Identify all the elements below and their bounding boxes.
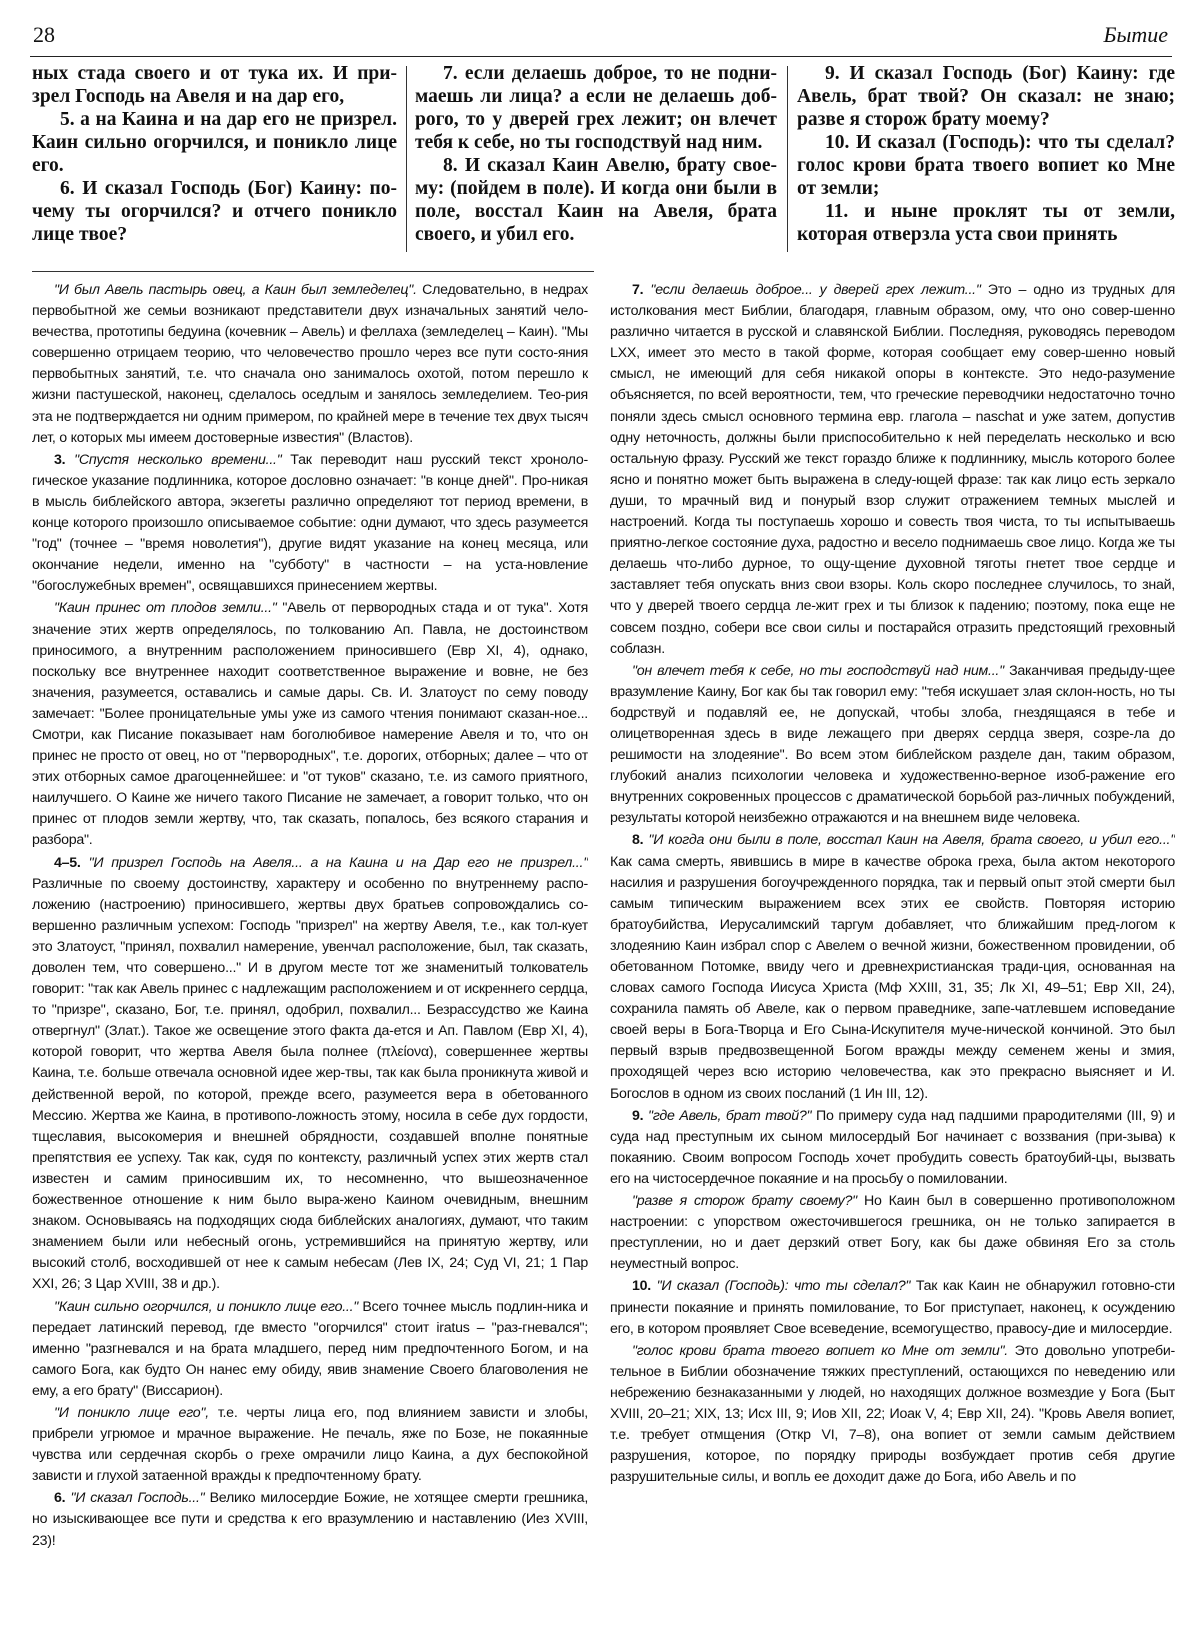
quoted-verse: "голос крови брата твоего вопиет ко Мне от земли". (632, 1342, 1009, 1359)
commentary-text: "Авель от первородных стада и от тука". Хотя значение этих жертв определялось, по толкованию Ап. Павла, не достоинством приносимого, а внутренним расположением приносившего (Евр XI, 4), однако, поскольку все внутреннее находит соответственное выражение и вовне, не без значения, разумеется, оставались и самые дары. Св. И. Златоуст по сему поводу замечает: "Более проницательные умы уже из самого чтения понимают сказан-ное... Смотри, как Писание показывает нам боголюбивое намерение Авеля и то, что он принес не просто от овец, но от "первородных", т.е. дорогих, отборных; далее – что от этих отборных самое драгоценнейшее: и "от туков" сказано, т.е. из самого приятного, наилучшего. О Каине же ничего такого Писание не замечает, а говорит только, что он принес от плодов земли жертву, что, так сказать, попалось, без всякого старания и разбора". (32, 600, 588, 849)
scripture-verse: 6. И сказал Господь (Бог) Каину: по-чему ты огорчился? и отчего поникло лице твое? (32, 178, 397, 245)
verse-number: 10. (632, 1278, 657, 1295)
scripture-verse: 8. И сказал Каин Авелю, брату свое-му: (пойдем в поле). И когда они были в поле, восстал Каин на Авеля, брата своего, и убил его. (415, 155, 777, 245)
quoted-verse: "И призрел Господь на Авеля... а на Каина и на Дар его не призрел..." (88, 854, 588, 871)
quoted-verse: "И был Авель пастырь овец, а Каин был земледелец". (54, 282, 417, 298)
scripture-column-2 (415, 62, 777, 260)
commentary-paragraph (610, 1341, 1175, 1489)
verse-number: 3. (54, 451, 75, 468)
commentary-paragraph (32, 1403, 588, 1487)
verse-number: 6. (54, 1490, 71, 1507)
scripture-verse: 5. а на Каина и на дар его не призрел. Каин сильно огорчился, и поникло лице его. (32, 109, 397, 176)
commentary-text: Так переводит наш русский текст хроноло-гическое указание подлинника, которое дословно означает: "в конце дней". Про-никая в мысль библейского автора, экзегеты различно определяют тот период времени, в конце которого произошло описываемое событие: одни думают, что здесь разумеется "год" (точнее – "время новолетия"), другие видят указание на конец месяца, или окончание недели, именно на "субботу" в частности – на уста-новление "богослужебных времен", освящавшихся принесением жертвы. (32, 451, 588, 595)
commentary-paragraph (32, 1297, 588, 1402)
commentary-paragraph (32, 280, 588, 449)
commentary-paragraph (32, 598, 588, 851)
commentary-text: Следовательно, в недрах первобытной же семьи возникают представители двух изначальных занятий чело-вечества, прототипы бедуина (кочевник – Авель) и феллаха (земледелец – Каин). "Мы совершенно отрицаем теорию, что человечество прошло через все пути состо-яния первобытных занятий, т.е. что сначала оно занималось охотой, потом перешло к жизни пастушеской, наконец, сделалось оседлым и занялось земледелием. Тео-рия эта не подтверждается ни одним примером, по крайней мере в течение тех двух тысяч лет, о которых мы имеем достоверные известия" (Властов). (32, 282, 588, 446)
quoted-verse: "если делаешь доброе... у дверей грех лежит..." (650, 282, 981, 298)
scripture-verse: 10. И сказал (Господь): что ты сделал? голос крови брата твоего вопиет ко Мне от земли; (797, 132, 1175, 199)
quoted-verse: "он влечет тебя к себе, но ты господствуй над ним..." (632, 662, 1004, 679)
quoted-verse: "Каин принес от плодов земли..." (54, 600, 277, 617)
commentary-text: Но Каин был в совершенно противоположном настроении: с упорством ожесточившегося грешника, он не только запирается в преступлении, но и дает дерзкий ответ Богу, как бы даже обвиняя Его за столь неуместный вопрос. (610, 1193, 1175, 1273)
commentary-text: Это довольно употреби-тельное в Библии обозначение тяжких преступлений, остающихся по неведению или небрежению безнаказанными у людей, но находящих должное возмездие у Бога (Быт XVIII, 20–21; XIX, 13; Исх III, 9; Иов XII, 22; Иоак V, 4; Евр XII, 24). "Кровь Авеля вопиет, т.е. требует отмщения (Откр VI, 7–8), она вопиет от земли самым действием разрушения, которое, по порядку природы возбуждает против себя другие разрушительные силы, и вопль ее доходит даже до Бога, ибо Авель и по (610, 1342, 1175, 1486)
scripture-verse: 9. И сказал Господь (Бог) Каину: где Авель, брат твой? Он сказал: не знаю; разве я сторож брату моему? (797, 63, 1175, 130)
commentary-text: Так как Каин не обнаружил готовно-сти принести покаяние и принять помилование, то Бог приступает, наконец, к осуждению его, в котором проявляет Свое всеведение, всемогущество, правосу-дие и милосердие. (610, 1278, 1175, 1337)
commentary-paragraph (32, 1488, 588, 1551)
scripture-verse: 7. если делаешь доброе, то не подни-маешь ли лица? а если не делаешь доб-рого, то у дверей грех лежит; он влечет тебя к себе, но ты господствуй над ним. (415, 63, 777, 153)
quoted-verse: "где Авель, брат твой?" (648, 1107, 812, 1124)
quoted-verse: "разве я сторож брату своему?" (632, 1193, 857, 1210)
commentary-paragraph (610, 661, 1175, 830)
scripture-verse: ных стада своего и от тука их. И при-зрел Господь на Авеля и на дар его, (32, 63, 397, 107)
quoted-verse: "И сказал Господь..." (70, 1490, 205, 1507)
commentary-text: т.е. черты лица его, под влиянием зависти и злобы, прибрели угрюмое и мрачное выражение. Не печаль, яже по Бозе, не покаянные чувства или сердечная скорбь о грехе омрачили лицо Каина, а дух беспокойной зависти и глухой затаенной вражды к предпочтенному брату. (32, 1404, 588, 1485)
commentary-column-2 (610, 280, 1175, 1625)
column-divider (787, 66, 788, 252)
commentary-paragraph (610, 1191, 1175, 1275)
commentary-text: По примеру суда над падшими прародителями (III, 9) и суда над преступным их сыном милосердый Бог начинает с воззвания (при-зыва) к покаянию. Своим вопросом Господь хочет пробудить совесть братоубий-цы, вызвать его на чистосердечное покаяние и на просьбу о помиловании. (610, 1107, 1175, 1187)
verse-number: 4–5. (54, 854, 89, 871)
scripture-column-1 (32, 62, 397, 260)
section-rule (32, 271, 594, 272)
quoted-verse: "И когда они были в поле, восстал Каин на Авеля, брата своего, и убил его..." (648, 832, 1175, 849)
verse-number: 8. (632, 832, 649, 849)
scripture-verse: 11. и ныне проклят ты от земли, которая отверзла уста свои принять (797, 201, 1175, 245)
quoted-verse: "Каин сильно огорчился, и поникло лице его..." (54, 1298, 359, 1315)
commentary-column-1 (32, 280, 588, 1625)
commentary-text: Велико милосердие Божие, не хотящее смерти грешника, но изыскивающее все пути и средства к его вразумлению и наставлению (Иез XVIII, 23)! (32, 1490, 588, 1549)
running-title: Бытие (1103, 22, 1168, 47)
header-rule (30, 56, 1172, 57)
quoted-verse: "И поникло лице его", (54, 1404, 209, 1421)
commentary-paragraph (610, 1276, 1175, 1339)
scripture-column-3 (797, 62, 1175, 260)
verse-number: 9. (632, 1107, 649, 1124)
commentary-text: Заканчивая предыду-щее вразумление Каину, Бог как бы так говорил ему: "тебя искушает злая склон-ность, но ты бодрствуй и подавляй ее, не допускай, чтобы злоба, гнездящаяся в тебе и олицетворенная здесь в виде лежащего при дверях сердца зверя, созре-ла до решимости на злодеяние". Во всем этом библейском разделе дан, таким образом, глубокий анализ психологии человека и художественно-верное изоб-ражение его внутренних сокровенных процессов с драматической борьбой раз-личных побуждений, результаты которой неизбежно отражаются и на внешнем виде человека. (610, 662, 1175, 827)
verse-number: 7. (632, 282, 651, 298)
page-number: 28 (33, 22, 55, 47)
quoted-verse: "И сказал (Господь): что ты сделал?" (656, 1278, 911, 1295)
commentary-text: Как сама смерть, явившись в мире в качестве оброка греха, была актом некоторого насилия и разрушения богоучрежденного порядка, так и первый опыт этой смерти был самым типическим выражением всех этих ее свойств. Повторяя историю братоубийства, Иерусалимский таргум добавляет, что ближайшим пред-логом к злодеянию Каин избрал спор с Авелем о вечной жизни, божественном провидении, об обетованном Потомке, ввиду чего и древнехристианская тради-ция, основанная на словах самого Господа Иисуса Христа (Мф XXIII, 31, 35; Лк XI, 49–51; Евр XII, 24), сохранила память об Авеле, как о первом праведнике, запе-чатлевшем исповедание своей веры в Бога-Творца и Его Сына-Искупителя муче-нической кончиной. Это был первый взрыв предвозвещенной Богом вражды между семенем жены и змия, проходящей через всю историю человечества, как это прекрасно выясняет и И. Богослов в одном из своих посланий (1 Ин III, 12). (610, 853, 1175, 1102)
commentary-text: Всего точнее мысль подлин-ника и передает латинский перевод, где вместо "огорчился" стоит iratus – "раз-гневался"; именно "разгневался и на брата младшего, перед ним предпочтенного Богом, и на самого Бога, как будто Он нанес ему обиду, явив знамение Своего благоволения не ему, а его брату" (Виссарион). (32, 1298, 588, 1399)
commentary-paragraph (610, 830, 1175, 1104)
commentary-paragraph (32, 853, 588, 1296)
quoted-verse: "Спустя несколько времени..." (74, 451, 282, 468)
commentary-text: Различные по своему достоинству, характеру и особенно по внутреннему распо-ложению (настроению) приносившего, жертвы двух братьев сопровождались со-вершенно различным успехом: Господь "призрел" на жертву Авеля, т.е., как тол-кует это Златоуст, "принял, похвалил намерение, увенчал расположение, был, так сказать, доволен тем, что совершено..." И в другом месте тот же знаменитый толкователь говорит: "так как Авель принес с надлежащим расположением и от искреннего сердца, то "призре", сказано, Бог, т.е. принял, одобрил, похвалил... Безрассудство же Каина отвергнул" (Злат.). Такое же освещение этого факта да-ется и Ап. Павлом (Евр XI, 4), которой говорит, что жертва Авеля была полнее (πλείονα), совершеннее жертвы Каина, т.е. больше отвечала основной идее жер-твы, так как была проникнута живой и действенной верой, по которой, прежде всего, разумеется вера в обетованного Мессию. Жертва же Каина, в противопо-ложность этому, носила в себе дух гордости, тщеславия, высокомерия и внешней обрядности, создавшей вполне понятные препятствия ее успеху. Так как, судя по контексту, различный успех этих жертв стал известен и самим приносившим их, то несомненно, что вышеозначенное божественное отношение к ним было выра-жено Каином очевидным, внешним знаком. Основываясь на подходящих сюда библейских аналогиях, думают, что таким знамением были или небесный огонь, устремившийся на принятую жертву, или высокий столб, восходившей от нее к самым небесам (Лев IX, 24; Суд VI, 21; 1 Пар XXI, 26; 3 Цар XVIII, 38 и др.). (32, 875, 588, 1293)
commentary-paragraph (32, 450, 588, 598)
commentary-paragraph (610, 1106, 1175, 1190)
column-divider (406, 66, 407, 252)
commentary-text: Это – одно из трудных для истолкования мест Библии, благодаря, главным образом, ому, что оно совер-шенно различно читается в русской и славянской Библии. Последняя, руководясь переводом LXX, имеет это место в такой форме, которая сообщает ему совер-шенно новый смысл, не имеющий для себя никакой опоры в контексте. Это недо-разумение объясняется, по всей вероятности, тем, что греческие переводчики недостаточно точно поняли здесь смысл основного термина евр. глагола – naschat и уже затем, допустив одну неточность, должны были приспособительно к ней переделать несколько и всю остальную фразу. Русский же текст гораздо ближе к подлиннику, мысль которого более ясно и понятно может быть выражена в следу-ющей фразе: так как лицо есть зеркало души, то мрачный вид и понурый взор служит отражением темных мыслей и настроений. Когда ты поступаешь хорошо и совесть твоя чиста, то ты испытываешь приятно-легкое состояние духа, радостно и весело поднимаешь свое лицо. Когда же ты делаешь что-либо дурное, то ощу-щение духовной тяготы гнетет твое сердце и заставляет тебя опускать вниз свои взоры. Коль скоро последнее случилось, то знай, что у дверей твоего сердца ле-жит грех и ты близок к падению; поэтому, пока еще не совсем поздно, собери все свои силы и постарайся отразить предстоящий греховный соблазн. (610, 282, 1175, 657)
commentary-paragraph (610, 280, 1175, 660)
